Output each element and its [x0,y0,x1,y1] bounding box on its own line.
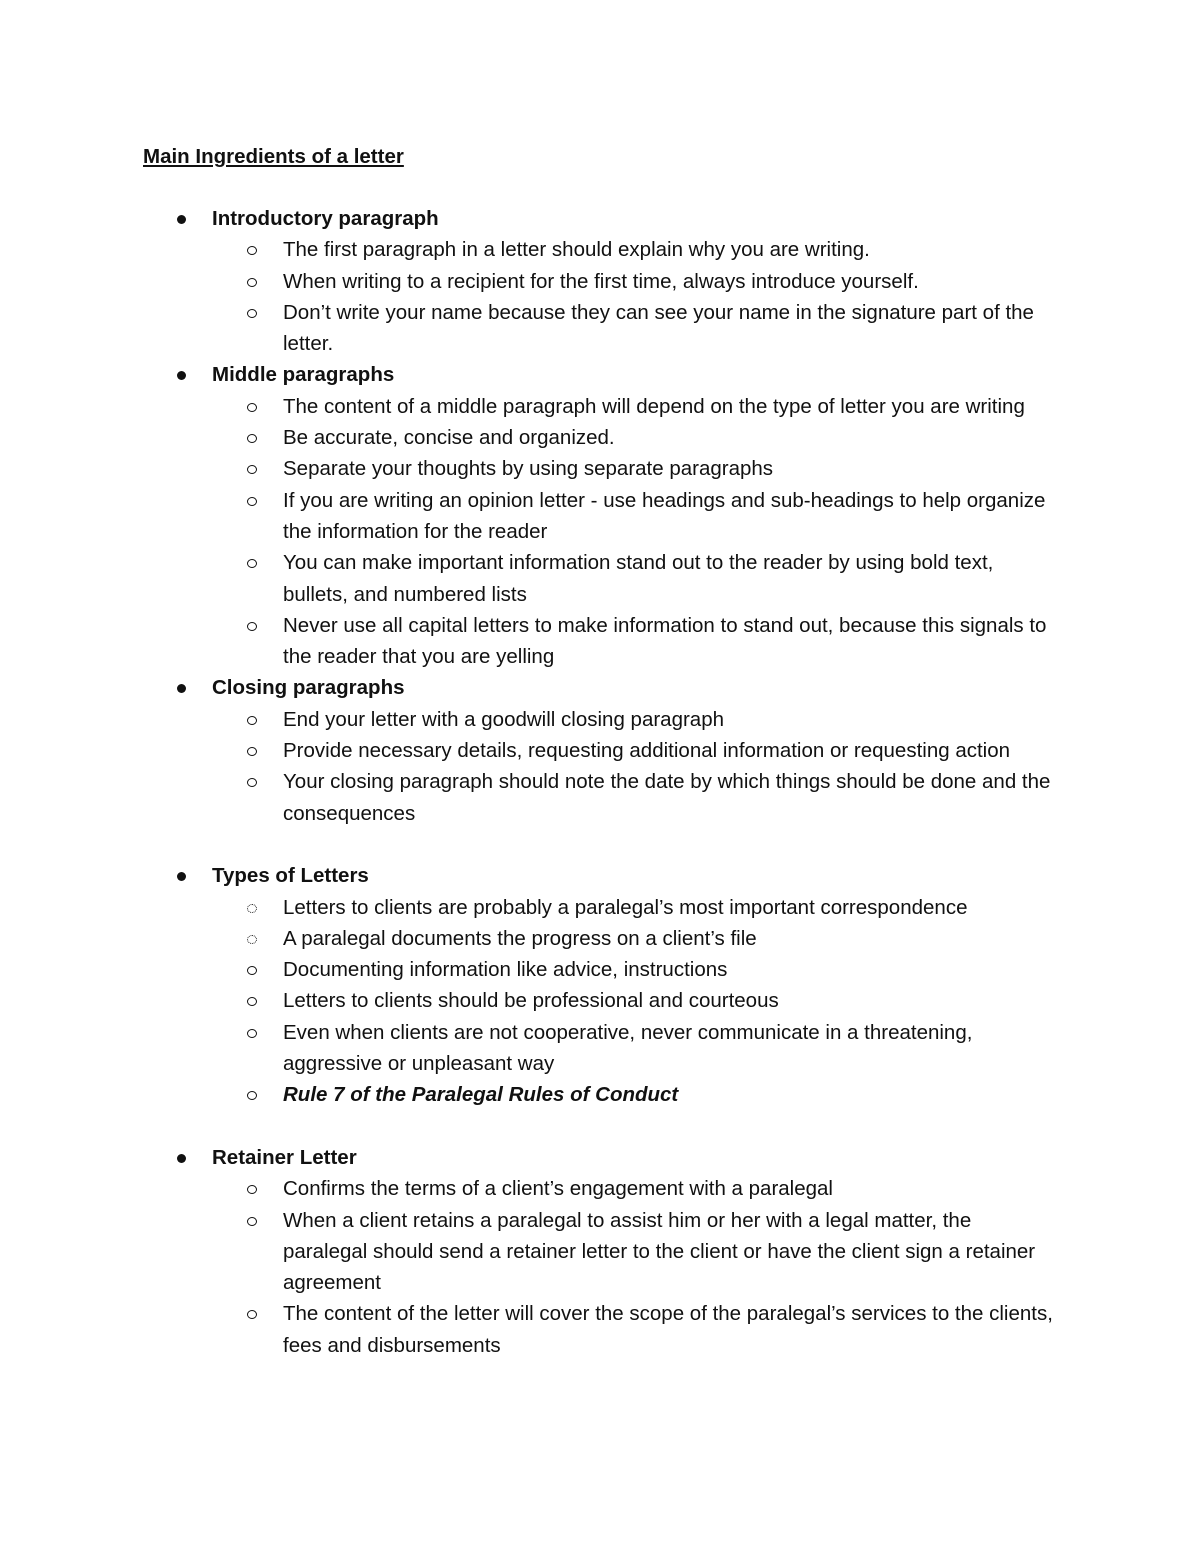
list-item-text: The content of the letter will cover the scope of the paralegal’s services to the clients, fees and disbursements [283,1302,1053,1357]
section-types-of-letters [0,860,1200,1110]
list-item [0,453,1200,484]
section-heading-text: Retainer Letter [212,1145,357,1169]
list-item-text: When a client retains a paralegal to assist him or her with a legal matter, the paralegal should send a retainer letter to the client or have the client sign a retainer agreement [283,1208,1036,1295]
list-item-text: If you are writing an opinion letter - use headings and sub-headings to help organize the information for the reader [283,488,1046,543]
list-item-text: A paralegal documents the progress on a client’s file [283,926,757,950]
list-item-text: Provide necessary details, requesting additional information or requesting action [283,739,1011,763]
bullet-circle-icon [247,716,257,725]
list-item [0,892,1200,923]
sub-list [0,1173,1200,1361]
list-item [0,266,1200,297]
section-heading-text: Introductory paragraph [212,207,439,230]
bullet-circle-icon [247,997,257,1006]
sub-list [0,704,1200,829]
bullet-circle-icon [247,465,257,474]
list-item [0,485,1200,548]
list-item-text: Letters to clients are probably a paralegal’s most important correspondence [283,895,968,919]
bullet-circle-icon [247,778,257,787]
bullet-circle-icon [247,497,257,506]
section-heading [0,203,1200,234]
list-item [0,1205,1200,1299]
list-item [0,704,1200,735]
bullet-circle-icon [247,1091,257,1100]
list-item-text: Your closing paragraph should note the date by which things should be done and the consequences [283,770,1051,825]
list-item-text: You can make important information stand out to the reader by using bold text, bullets, and numbered lists [283,551,994,606]
section-retainer-letter [0,1142,1200,1361]
bullet-dotted-circle-icon [247,935,257,944]
rule-reference: Rule 7 of the Paralegal Rules of Conduct [283,1083,679,1107]
section-heading [0,672,1200,703]
sub-list [0,391,1200,673]
bullet-disc-icon [177,684,186,693]
bullet-circle-icon [247,559,257,568]
document-title: Main Ingredients of a letter [143,145,404,168]
list-item [0,391,1200,422]
list-item [0,1173,1200,1204]
list-item-text: End your letter with a goodwill closing paragraph [283,707,725,731]
sub-list [0,234,1200,359]
bullet-circle-icon [247,1029,257,1038]
list-item [0,735,1200,766]
bullet-dotted-circle-icon [247,904,257,913]
section-heading-text: Types of Letters [212,864,369,888]
list-item-text: Letters to clients should be professional and courteous [283,989,779,1013]
section-heading [0,1142,1200,1173]
section-heading-text: Middle paragraphs [212,363,395,387]
list-item [0,985,1200,1016]
list-item [0,766,1200,829]
section-middle [0,359,1200,672]
bullet-circle-icon [247,622,257,631]
list-item-text: Confirms the terms of a client’s engagement with a paralegal [283,1177,833,1201]
list-item-text: The content of a middle paragraph will depend on the type of letter you are writing [283,394,1025,418]
list-item-text: Don’t write your name because they can see your name in the signature part of the letter. [283,300,1034,356]
bullet-circle-icon [247,1310,257,1319]
bullet-circle-icon [247,1217,257,1226]
list-item [0,610,1200,673]
bullet-disc-icon [177,371,186,380]
bullet-disc-icon [177,1154,186,1163]
list-item [0,1017,1200,1080]
sub-list [0,892,1200,1111]
list-item-text: Even when clients are not cooperative, never communicate in a threatening, aggressive or unpleasant way [283,1020,973,1076]
list-item [0,1298,1200,1361]
bullet-circle-icon [247,434,257,443]
bullet-circle-icon [247,747,257,756]
list-item [0,1079,1200,1110]
list-item [0,297,1200,360]
list-item-text: When writing to a recipient for the first time, always introduce yourself. [283,269,919,293]
section-introductory [0,203,1200,359]
section-closing [0,672,1200,828]
bullet-disc-icon [177,872,186,881]
section-heading [0,359,1200,390]
list-item [0,547,1200,610]
bullet-circle-icon [247,278,257,287]
bullet-circle-icon [247,309,257,318]
section-heading-text: Closing paragraphs [212,676,405,700]
list-item-text: Separate your thoughts by using separate paragraphs [283,457,774,481]
list-item [0,923,1200,954]
bullet-circle-icon [247,403,257,412]
list-item [0,422,1200,453]
bullet-list [0,203,1200,1361]
bullet-circle-icon [247,966,257,975]
section-heading [0,860,1200,891]
list-item-text: The first paragraph in a letter should explain why you are writing. [283,238,870,262]
list-item-text: Documenting information like advice, instructions [283,958,728,982]
list-item-text: Never use all capital letters to make information to stand out, because this signals to the reader that you are yelling [283,613,1047,669]
list-item [0,954,1200,985]
bullet-disc-icon [177,215,186,224]
bullet-circle-icon [247,246,257,255]
list-item-text: Be accurate, concise and organized. [283,426,615,450]
bullet-circle-icon [247,1185,257,1194]
list-item [0,234,1200,265]
